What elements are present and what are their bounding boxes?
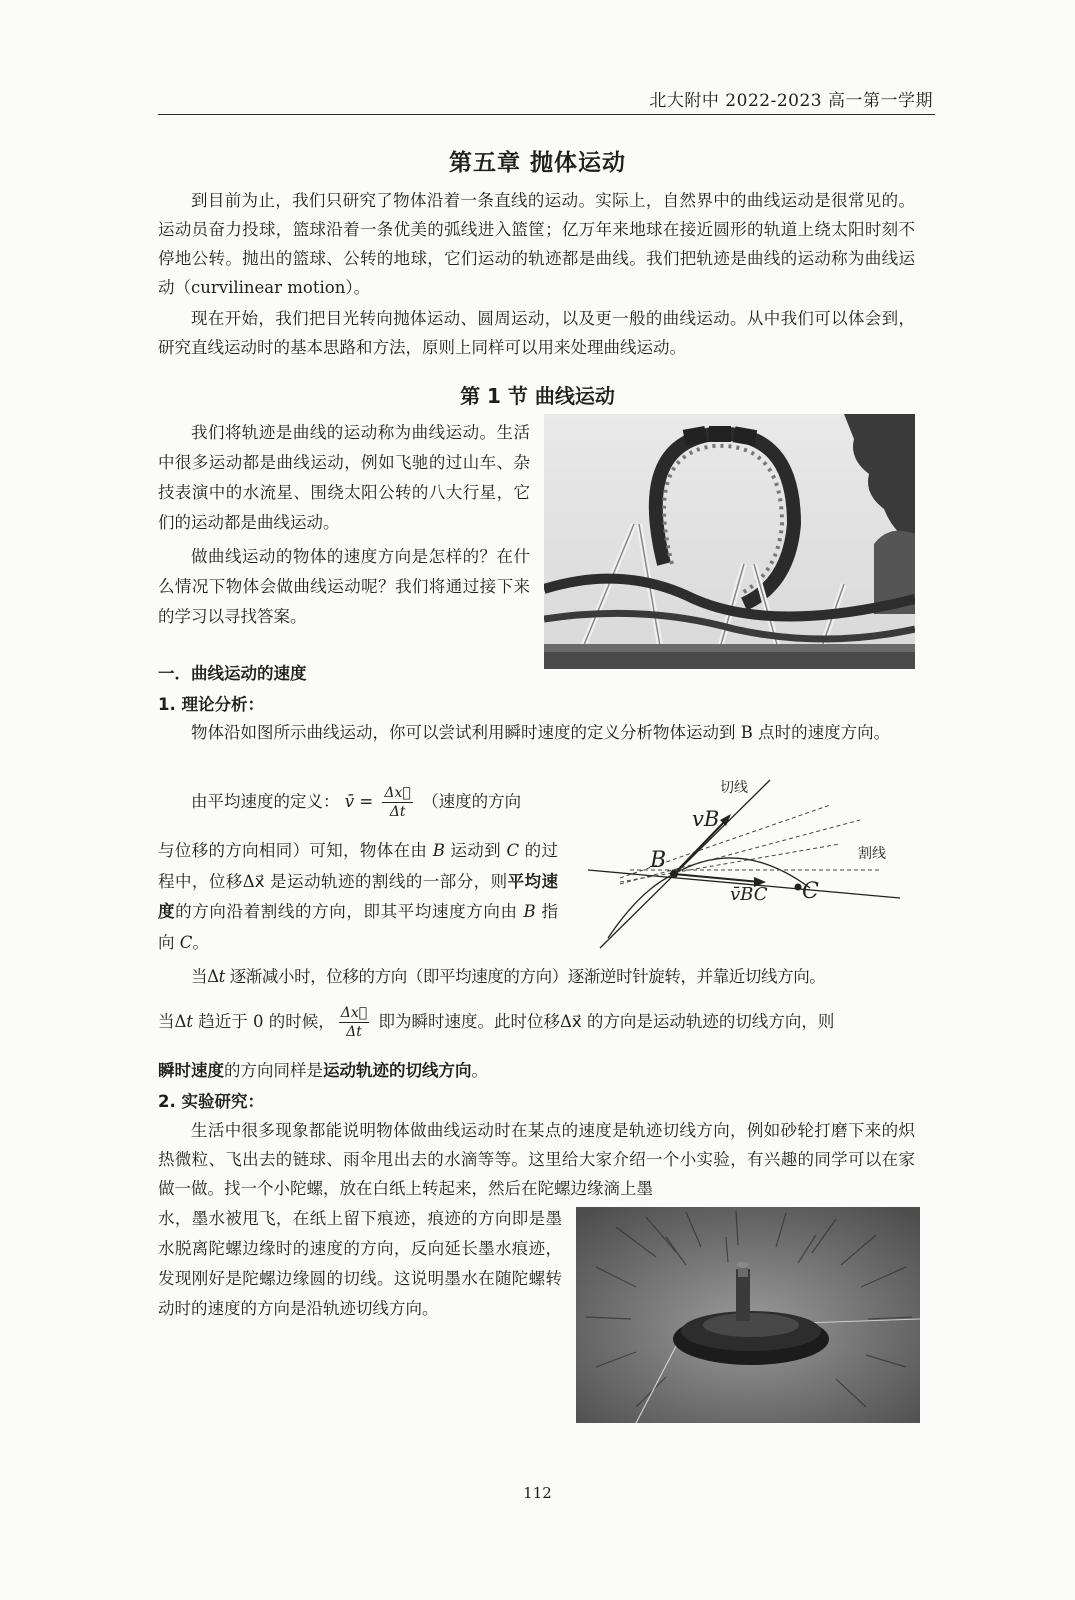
secant-label: 割线 [858,846,886,862]
theory-paragraph-2: 与位移的方向相同）可知，物体在由 B 运动到 C 的过程中，位移Δx⃗ 是运动轨迹的割线的一部分，则平均速度的方向沿着割线的方向，即其平均速度方向由 B 指向 C。 [158,841,558,952]
header-rule [158,114,935,115]
theory-heading: 1. 理论分析： [158,695,264,714]
v-bar-symbol: v̄ = [344,792,374,811]
intro-paragraph-1: 到目前为止，我们只研究了物体沿着一条直线的运动。实际上，自然界中的曲线运动是很常见的。运动员奋力投球，篮球沿着一条优美的弧线进入篮筐；亿万年来地球在接近圆形的轨道上绕太阳时刻不停地公转。抛出的篮球、公转的地球，它们运动的轨迹都是曲线。我们把轨迹是曲线的运动称为曲线运动（curvilinear motion）。 [158,191,915,297]
spinning-top-photo [576,1207,920,1423]
theory-paragraph-5: 瞬时速度的方向同样是运动轨迹的切线方向。 [158,1061,488,1080]
average-velocity-definition: 由平均速度的定义： v̄ = $\frac{\Delta x⃗}{\Delta t}$ （速度的方向 [191,785,522,820]
point-b-label: B [650,848,667,873]
part-heading-velocity: 一．曲线运动的速度 [158,664,307,683]
running-header: 北大附中 2022-2023 高一第一学期 [649,91,933,111]
velocity-diagram [580,770,920,960]
theory-paragraph-1-wrap [158,718,915,747]
experiment-paragraph-1: 生活中很多现象都能说明物体做曲线运动时在某点的速度是轨迹切线方向，例如砂轮打磨下来的炽热微粒、飞出去的链球、雨伞甩出去的水滴等等。这里给大家介绍一个小实验，有兴趣的同学可以在家做一做。找一个小陀螺，放在白纸上转起来，然后在陀螺边缘滴上墨 [158,1121,915,1198]
theory-paragraph-1: 物体沿如图所示曲线运动，你可以尝试利用瞬时速度的定义分析物体运动到 B 点时的速度方向。 [191,723,891,742]
tangent-label: 切线 [720,780,748,796]
theory-paragraph-4: 当Δt 趋近于 0 的时候， $\frac{\Delta x⃗}{\Delta t}$ 即为瞬时速度。此时位移Δx⃗ 的方向是运动轨迹的切线方向，则 [158,1005,835,1040]
theory-paragraph-3-wrap [158,962,915,991]
dx-over-dt-fraction-2: $\frac{\Delta x⃗}{\Delta t}$ [340,1005,368,1040]
vbc-label: v̄BC [730,884,768,905]
section-intro-paragraph-1: 我们将轨迹是曲线的运动称为曲线运动。生活中很多运动都是曲线运动，例如飞驰的过山车、杂技表演中的水流星、围绕太阳公转的八大行星，它们的运动都是曲线运动。 [158,423,530,532]
section-intro [158,418,530,632]
experiment-paragraph-2-wrap [158,1204,562,1324]
experiment-heading: 2. 实验研究： [158,1092,264,1111]
dx-over-dt-fraction: $\frac{\Delta x⃗}{\Delta t}$ [384,785,411,820]
experiment-paragraph-2: 水，墨水被甩飞，在纸上留下痕迹，痕迹的方向即是墨水脱离陀螺边缘时的速度的方向，反向延长墨水痕迹，发现刚好是陀螺边缘圆的切线。这说明墨水在随陀螺转动时的速度的方向是沿轨迹切线方向。 [158,1209,562,1318]
chapter-title: 第五章 抛体运动 [448,150,626,176]
section-title: 第 1 节 曲线运动 [460,384,615,408]
roller-coaster-image [544,414,915,669]
page-number: 112 [523,1484,552,1502]
theory-paragraph-3: 当Δt 逐渐减小时，位移的方向（即平均速度的方向）逐渐逆时针旋转，并靠近切线方向。 [191,967,826,986]
point-c-label: C [802,879,819,904]
intro-paragraph-2: 现在开始，我们把目光转向抛体运动、圆周运动，以及更一般的曲线运动。从中我们可以体会到，研究直线运动时的基本思路和方法，原则上同样可以用来处理曲线运动。 [158,309,915,357]
vb-label: vB [692,807,720,831]
experiment-paragraph-1-wrap [158,1116,915,1203]
chapter-intro [158,186,915,362]
tangent-secant-diagram [580,770,920,960]
roller-coaster-photo [544,414,915,669]
theory-paragraph-2-wrap [158,836,558,958]
section-intro-paragraph-2: 做曲线运动的物体的速度方向是怎样的？在什么情况下物体会做曲线运动呢？我们将通过接下来的学习以寻找答案。 [158,547,530,626]
spinning-top-image [576,1207,920,1423]
